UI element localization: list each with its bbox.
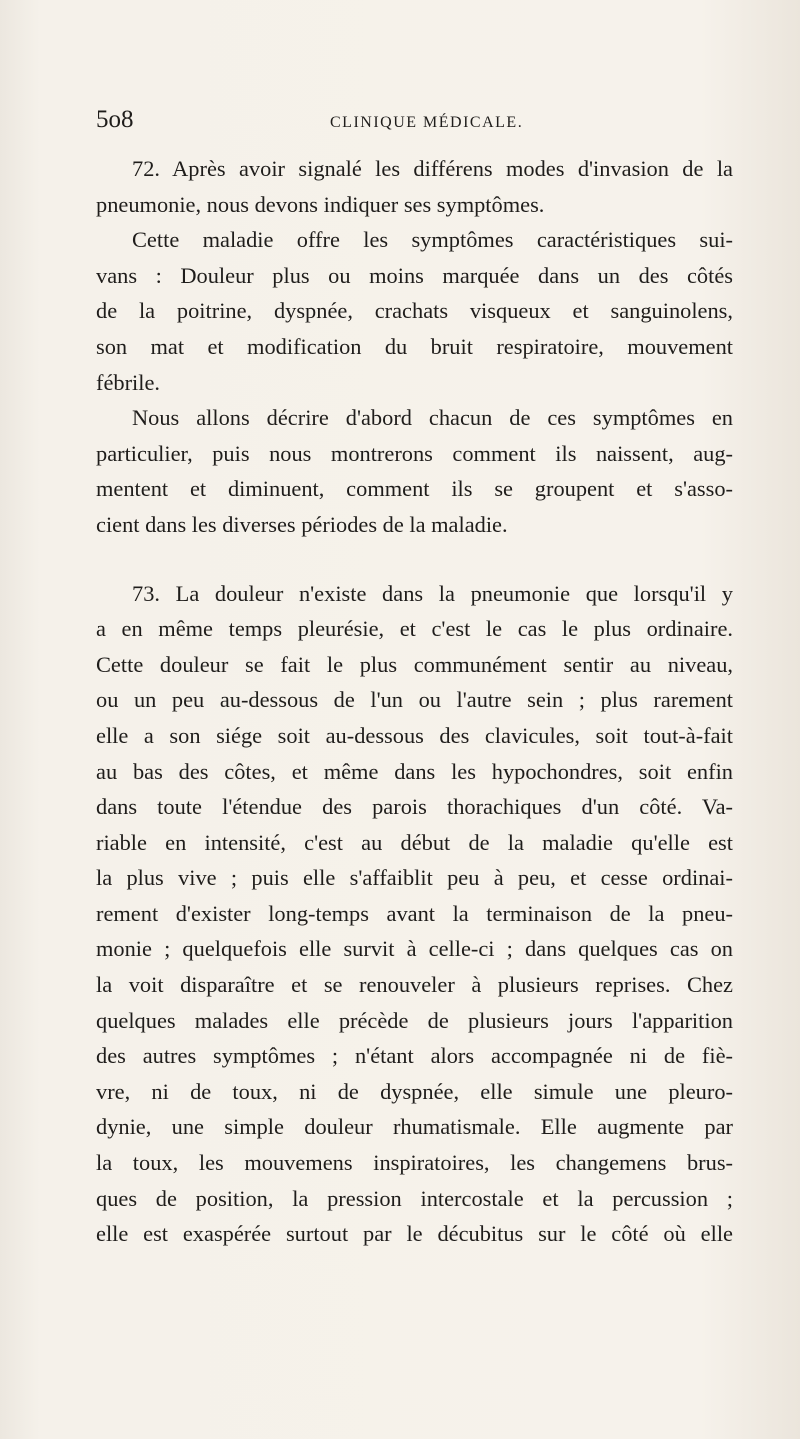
text-line: ques de position, la pression intercostale et la percussion ; <box>96 1185 733 1211</box>
body-text <box>96 151 733 1252</box>
text-line: son mat et modification du bruit respiratoire, mouvement <box>96 333 733 359</box>
running-title: CLINIQUE MÉDICALE. <box>330 114 524 131</box>
text-line: vre, ni de toux, ni de dyspnée, elle simule une pleuro- <box>96 1078 733 1104</box>
text-line: 72. Après avoir signalé les différens modes d'invasion de la <box>132 156 733 181</box>
text-line: de la poitrine, dyspnée, crachats visqueux et sanguinolens, <box>96 298 733 324</box>
text-line: dynie, une simple douleur rhumatismale. Elle augmente par <box>96 1114 733 1140</box>
text-line: au bas des côtes, et même dans les hypochondres, soit enfin <box>96 758 733 784</box>
text-line: a en même temps pleurésie, et c'est le cas le plus ordinaire. <box>96 616 733 642</box>
text-line: dans toute l'étendue des parois thorachiques d'un côté. Va- <box>96 794 733 820</box>
text-line: elle a son siége soit au-dessous des clavicules, soit tout-à-fait <box>96 722 733 748</box>
paragraph-plan <box>96 400 733 542</box>
text-line: particulier, puis nous montrerons comment ils naissent, aug- <box>96 440 733 466</box>
text-line: riable en intensité, c'est au début de la maladie qu'elle est <box>96 829 733 855</box>
text-line: mentent et diminuent, comment ils se groupent et s'asso- <box>96 476 733 502</box>
paragraph-72 <box>96 151 733 222</box>
text-line: quelques malades elle précède de plusieurs jours l'apparition <box>96 1007 733 1033</box>
text-line: des autres symptômes ; n'étant alors accompagnée ni de fiè- <box>96 1043 733 1069</box>
text-line: elle est exaspérée surtout par le décubitus sur le côté où elle <box>96 1221 733 1247</box>
text-line: Cette maladie offre les symptômes caractéristiques sui- <box>132 227 733 253</box>
text-line: la voit disparaître et se renouveler à plusieurs reprises. Chez <box>96 972 733 998</box>
text-line: la plus vive ; puis elle s'affaiblit peu à peu, et cesse ordinai- <box>96 865 733 891</box>
text-line: la toux, les mouvemens inspiratoires, les changemens brus- <box>96 1150 733 1176</box>
paragraph-symptoms <box>96 222 733 400</box>
text-line: cient dans les diverses périodes de la maladie. <box>96 511 508 537</box>
text-line: ou un peu au-dessous de l'un ou l'autre sein ; plus rarement <box>96 687 733 713</box>
paragraph-73 <box>96 576 733 1252</box>
text-line: Cette douleur se fait le plus communément sentir au niveau, <box>96 651 733 677</box>
section-gap <box>96 543 733 576</box>
text-line: vans : Douleur plus ou moins marquée dans un des côtés <box>96 262 733 288</box>
text-line: pneumonie, nous devons indiquer ses symptômes. <box>96 191 545 217</box>
text-line: Nous allons décrire d'abord chacun de ces symptômes en <box>132 405 733 431</box>
page-header <box>96 106 736 142</box>
text-line: 73. La douleur n'existe dans la pneumonie que lorsqu'il y <box>132 580 733 606</box>
page-number: 5o8 <box>96 106 134 133</box>
text-line: fébrile. <box>96 369 161 395</box>
text-line: rement d'exister long-temps avant la terminaison de la pneu- <box>96 900 733 926</box>
text-line: monie ; quelquefois elle survit à celle-ci ; dans quelques cas on <box>96 936 733 962</box>
